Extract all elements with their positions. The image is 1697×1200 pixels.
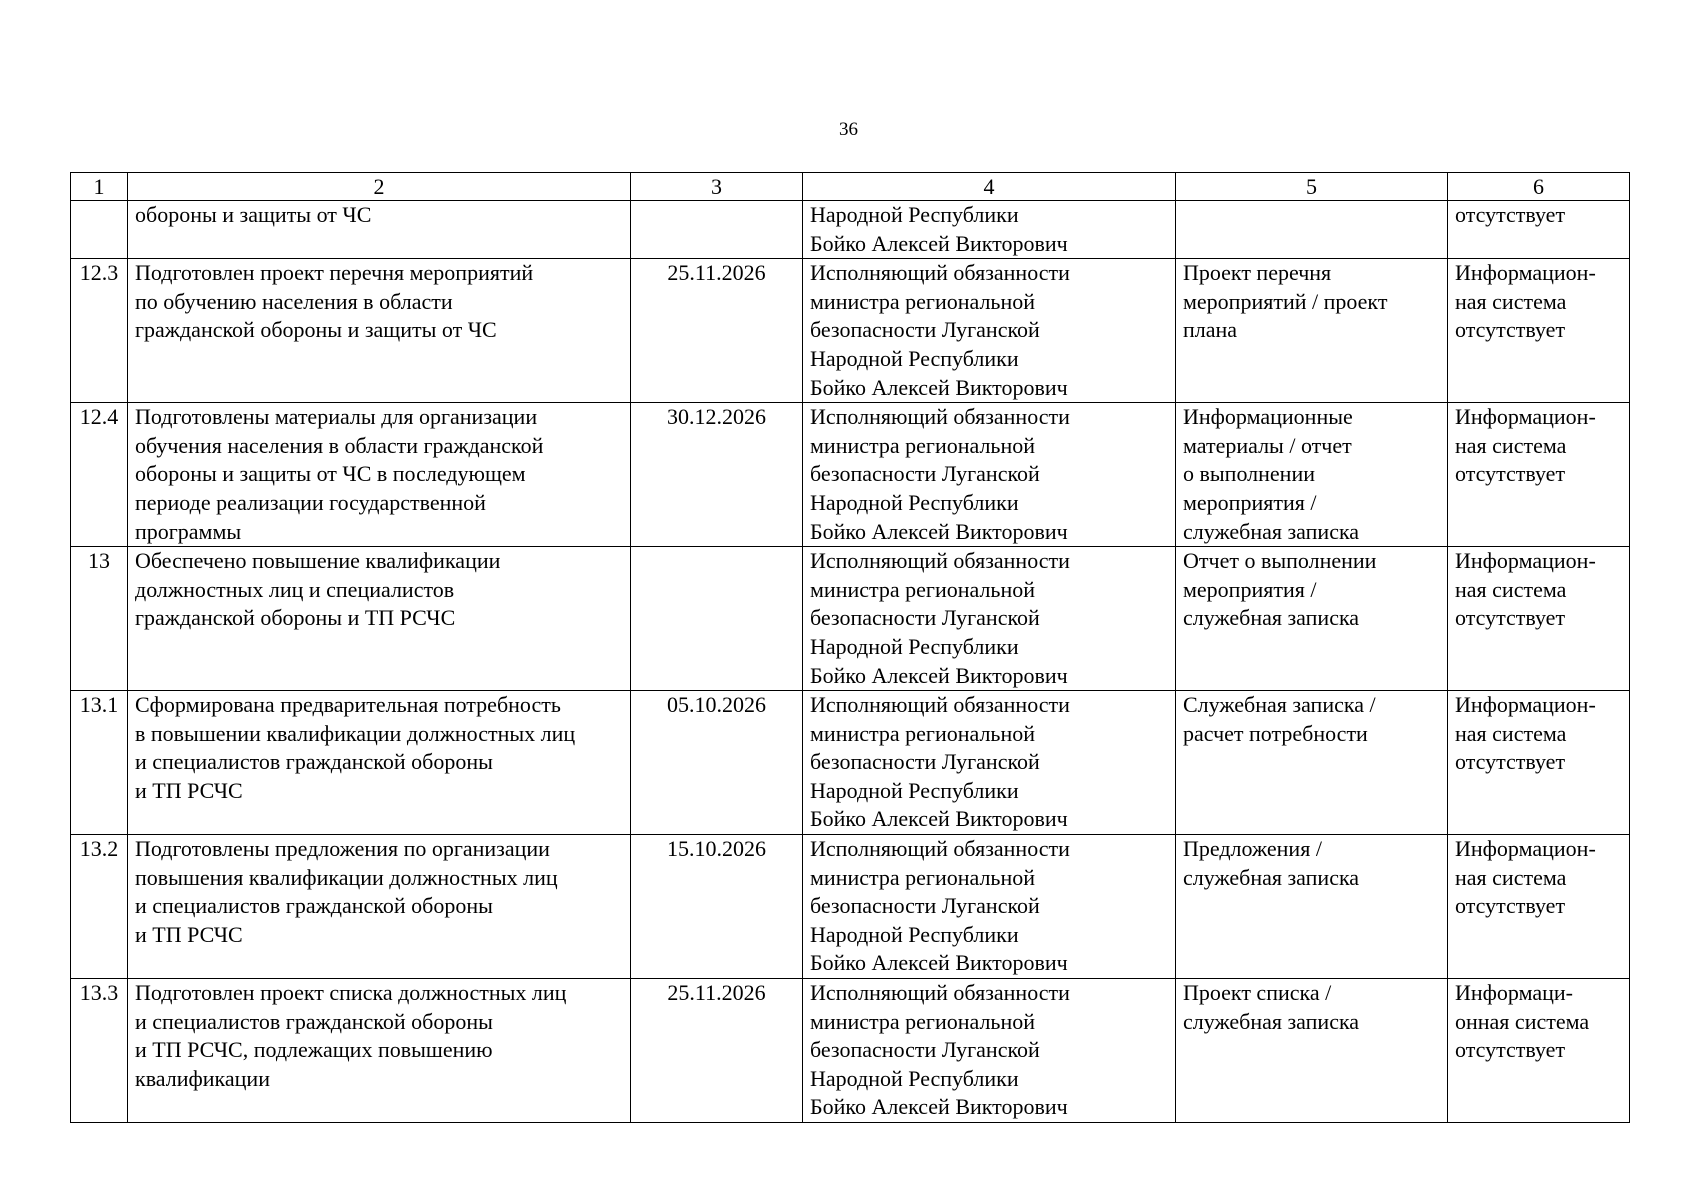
result-cell: Подготовлен проект списка должностных лиц и специалистов гражданской обороны и ТП РСЧС, подлежащих повышению квалификации: [128, 979, 631, 1123]
column-number: 3: [631, 173, 803, 201]
row-number-cell: [71, 201, 128, 259]
date-cell: 15.10.2026: [631, 835, 803, 979]
result-cell: Подготовлены материалы для организации обучения населения в области гражданской обороны и защиты от ЧС в последующем периоде реализации государственной программы: [128, 403, 631, 547]
system-cell: Информаци- онная система отсутствует: [1448, 979, 1630, 1123]
result-cell: Подготовлены предложения по организации повышения квалификации должностных лиц и специалистов гражданской обороны и ТП РСЧС: [128, 835, 631, 979]
date-cell: 25.11.2026: [631, 259, 803, 403]
date-cell: 25.11.2026: [631, 979, 803, 1123]
result-cell: Подготовлен проект перечня мероприятий по обучению населения в области гражданской обороны и защиты от ЧС: [128, 259, 631, 403]
column-number: 4: [803, 173, 1176, 201]
column-number: 2: [128, 173, 631, 201]
result-cell: Сформирована предварительная потребность в повышении квалификации должностных лиц и специалистов гражданской обороны и ТП РСЧС: [128, 691, 631, 835]
document-cell: Проект перечня мероприятий / проект плана: [1176, 259, 1448, 403]
table-row: [71, 547, 1630, 691]
table-body: [71, 173, 1630, 1123]
responsible-cell: Исполняющий обязанности министра региональной безопасности Луганской Народной Республики Бойко Алексей Викторович: [803, 691, 1176, 835]
system-cell: Информацион- ная система отсутствует: [1448, 547, 1630, 691]
row-number-cell: 12.4: [71, 403, 128, 547]
document-cell: Предложения / служебная записка: [1176, 835, 1448, 979]
document-cell: [1176, 201, 1448, 259]
responsible-cell: Народной Республики Бойко Алексей Викторович: [803, 201, 1176, 259]
result-cell: Обеспечено повышение квалификации должностных лиц и специалистов гражданской обороны и ТП РСЧС: [128, 547, 631, 691]
system-cell: отсутствует: [1448, 201, 1630, 259]
row-number-cell: 13.1: [71, 691, 128, 835]
system-cell: Информацион- ная система отсутствует: [1448, 403, 1630, 547]
date-cell: [631, 547, 803, 691]
table-row: [71, 691, 1630, 835]
row-number-cell: 13: [71, 547, 128, 691]
responsible-cell: Исполняющий обязанности министра региональной безопасности Луганской Народной Республики Бойко Алексей Викторович: [803, 547, 1176, 691]
continuation-row: [71, 201, 1630, 259]
row-number-cell: 13.2: [71, 835, 128, 979]
result-cell: обороны и защиты от ЧС: [128, 201, 631, 259]
column-number: 5: [1176, 173, 1448, 201]
document-cell: Проект списка / служебная записка: [1176, 979, 1448, 1123]
page-number: 36: [839, 119, 858, 140]
responsible-cell: Исполняющий обязанности министра региональной безопасности Луганской Народной Республики Бойко Алексей Викторович: [803, 403, 1176, 547]
table-row: [71, 979, 1630, 1123]
date-cell: 05.10.2026: [631, 691, 803, 835]
responsible-cell: Исполняющий обязанности министра региональной безопасности Луганской Народной Республики Бойко Алексей Викторович: [803, 979, 1176, 1123]
document-cell: Отчет о выполнении мероприятия / служебная записка: [1176, 547, 1448, 691]
row-number-cell: 12.3: [71, 259, 128, 403]
system-cell: Информацион- ная система отсутствует: [1448, 835, 1630, 979]
document-cell: Информационные материалы / отчет о выполнении мероприятия / служебная записка: [1176, 403, 1448, 547]
responsible-cell: Исполняющий обязанности министра региональной безопасности Луганской Народной Республики Бойко Алексей Викторович: [803, 259, 1176, 403]
document-cell: Служебная записка / расчет потребности: [1176, 691, 1448, 835]
system-cell: Информацион- ная система отсутствует: [1448, 259, 1630, 403]
system-cell: Информацион- ная система отсутствует: [1448, 691, 1630, 835]
date-cell: [631, 201, 803, 259]
table-row: [71, 259, 1630, 403]
column-number-row: [71, 173, 1630, 201]
date-cell: 30.12.2026: [631, 403, 803, 547]
table-row: [71, 403, 1630, 547]
column-number: 6: [1448, 173, 1630, 201]
column-number: 1: [71, 173, 128, 201]
responsible-cell: Исполняющий обязанности министра региональной безопасности Луганской Народной Республики Бойко Алексей Викторович: [803, 835, 1176, 979]
row-number-cell: 13.3: [71, 979, 128, 1123]
table-row: [71, 835, 1630, 979]
activity-table: [70, 172, 1630, 1123]
